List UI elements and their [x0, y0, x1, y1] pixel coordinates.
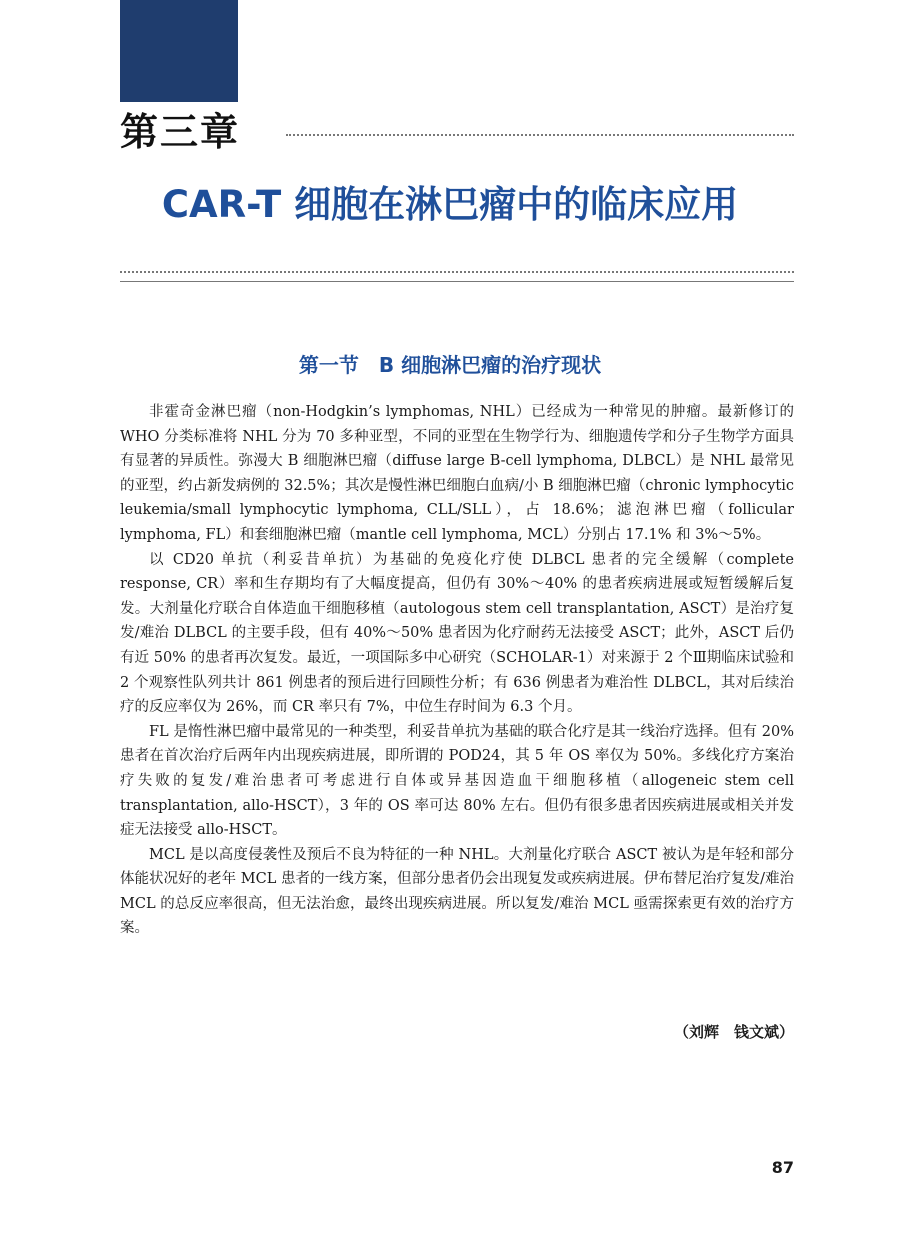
paragraph-4: MCL 是以高度侵袭性及预后不良为特征的一种 NHL。大剂量化疗联合 ASCT 被认为是年轻和部分体能状况好的老年 MCL 患者的一线方案，但部分患者仍会出现复发或疾病进展。伊布替尼治疗复发/难治 MCL 的总反应率很高，但无法治愈，最终出现疾病进展。所以复发/难治 MCL 亟需探索更有效的治疗方案。 [120, 846, 794, 937]
section-authors: （刘辉 钱文斌） [673, 1023, 794, 1041]
chapter-divider-top [286, 134, 794, 136]
section-title: 第一节 B 细胞淋巴瘤的治疗现状 [298, 353, 602, 377]
chapter-divider-solid [120, 281, 794, 282]
paragraph-1: 非霍奇金淋巴瘤（non-Hodgkin’s lymphomas, NHL）已经成为一种常见的肿瘤。最新修订的 WHO 分类标准将 NHL 分为 70 多种亚型，不同的亚型在生物学行为、细胞遗传学和分子生物学方面具有显著的异质性。弥漫大 B 细胞淋巴瘤（diffuse large B-cell lymphoma, DLBCL）是 NHL 最常见的亚型，约占新发病例的 32.5%；其次是慢性淋巴细胞白血病/小 B 细胞淋巴瘤（chronic lymphocytic leukemia/small lymphocytic lymphoma, CLL/SLL），占 18.6%；滤泡淋巴瘤（follicular lymphoma, FL）和套细胞淋巴瘤（mantle cell lymphoma, MCL）分别占 17.1% 和 3%～5%。 [120, 404, 794, 543]
body-text [120, 400, 794, 941]
page-number: 87 [771, 1158, 794, 1177]
paragraph-3: FL 是惰性淋巴瘤中最常见的一种类型，利妥昔单抗为基础的联合化疗是其一线治疗选择。但有 20% 患者在首次治疗后两年内出现疾病进展，即所谓的 POD24，其 5 年 OS 率仅为 50%。多线化疗方案治疗失败的复发/难治患者可考虑进行自体或异基因造血干细胞移植（allogeneic stem cell transplantation, allo-HSCT），3 年的 OS 率可达 80% 左右。但仍有很多患者因疾病进展或相关并发症无法接受 allo-HSCT。 [120, 723, 794, 839]
chapter-color-block [120, 0, 238, 102]
chapter-title: CAR-T 细胞在淋巴瘤中的临床应用 [161, 183, 739, 226]
paragraph-2: 以 CD20 单抗（利妥昔单抗）为基础的免疫化疗使 DLBCL 患者的完全缓解（complete response, CR）率和生存期均有了大幅度提高，但仍有 30%～40% 的患者疾病进展或短暂缓解后复发。大剂量化疗联合自体造血干细胞移植（autologous stem cell transplantation, ASCT）是治疗复发/难治 DLBCL 的主要手段，但有 40%～50% 患者因为化疗耐药无法接受 ASCT；此外，ASCT 后仍有近 50% 的患者再次复发。最近，一项国际多中心研究（SCHOLAR-1）对来源于 2 个Ⅲ期临床试验和 2 个观察性队列共计 861 例患者的预后进行回顾性分析；有 636 例患者为难治性 DLBCL，其对后续治疗的反应率仅为 26%，而 CR 率只有 7%，中位生存时间为 6.3 个月。 [120, 551, 794, 716]
chapter-label: 第三章 [120, 110, 241, 154]
chapter-divider-dotted [120, 271, 794, 273]
